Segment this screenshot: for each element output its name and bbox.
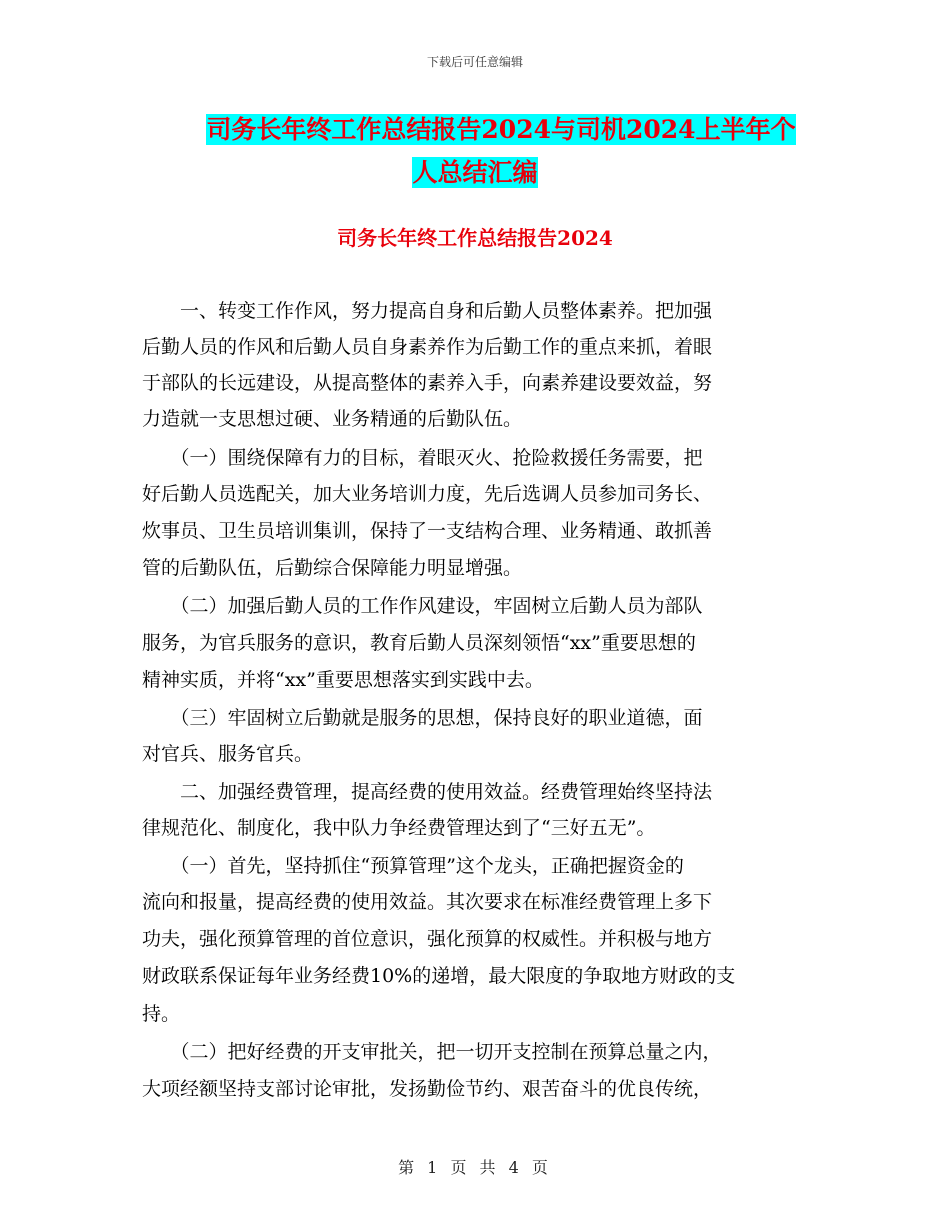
body-line: 管的后勤队伍，后勤综合保障能力明显增强。: [142, 557, 523, 579]
section-heading: 司务长年终工作总结报告2024: [337, 226, 613, 250]
document-title-text-1: 司务长年终工作总结报告2024与司机2024上半年个: [206, 115, 796, 144]
body-line: 精神实质，并将“xx”重要思想落实到实践中去。: [142, 669, 544, 691]
body-line: （一）首先，坚持抓住“预算管理”这个龙头，正确把握资金的: [142, 855, 684, 877]
body-line: 大项经额坚持支部讨论审批，发扬勤俭节约、艰苦奋斗的优良传统，: [142, 1078, 713, 1100]
document-title-line-1: [26, 113, 950, 147]
header-note: 下载后可任意编辑: [426, 55, 523, 69]
page-number-footer: 第 1 页 共 4 页: [398, 1158, 552, 1177]
body-line: 力造就一支思想过硬、业务精通的后勤队伍。: [142, 408, 523, 430]
body-line: 炊事员、卫生员培训集训，保持了一支结构合理、业务精通、敢抓善: [142, 520, 713, 542]
body-line: （三）牢固树立后勤就是服务的思想，保持良好的职业道德，面: [142, 707, 703, 729]
body-line: 二、加强经费管理，提高经费的使用效益。经费管理始终坚持法: [142, 781, 713, 803]
body-line: 财政联系保证每年业务经费10%的递增，最大限度的争取地方财政的支: [142, 965, 736, 987]
document-title-line-2: [0, 156, 950, 190]
body-line: 流向和报量，提高经费的使用效益。其次要求在标准经费管理上多下: [142, 891, 713, 913]
body-line: 持。: [142, 1003, 181, 1025]
body-line: 一、转变工作作风，努力提高自身和后勤人员整体素养。把加强: [142, 300, 713, 322]
body-line: 于部队的长远建设，从提高整体的素养入手，向素养建设要效益，努: [142, 372, 713, 394]
body-line: 好后勤人员选配关，加大业务培训力度，先后选调人员参加司务长、: [142, 483, 713, 505]
body-line: 后勤人员的作风和后勤人员自身素养作为后勤工作的重点来抓，着眼: [142, 336, 713, 358]
document-title-text-2: 人总结汇编: [412, 158, 538, 187]
body-line: （一）围绕保障有力的目标，着眼灭火、抢险救援任务需要，把: [142, 447, 703, 469]
body-line: 服务，为官兵服务的意识，教育后勤人员深刻领悟“xx”重要思想的: [142, 632, 696, 654]
body-line: 对官兵、服务官兵。: [142, 743, 314, 765]
body-line: （二）把好经费的开支审批关，把一切开支控制在预算总量之内，: [142, 1041, 722, 1063]
body-line: 律规范化、制度化，我中队力争经费管理达到了“三好五无”。: [142, 817, 656, 839]
body-line: 功夫，强化预算管理的首位意识，强化预算的权威性。并积极与地方: [142, 928, 713, 950]
body-line: （二）加强后勤人员的工作作风建设，牢固树立后勤人员为部队: [142, 595, 703, 617]
